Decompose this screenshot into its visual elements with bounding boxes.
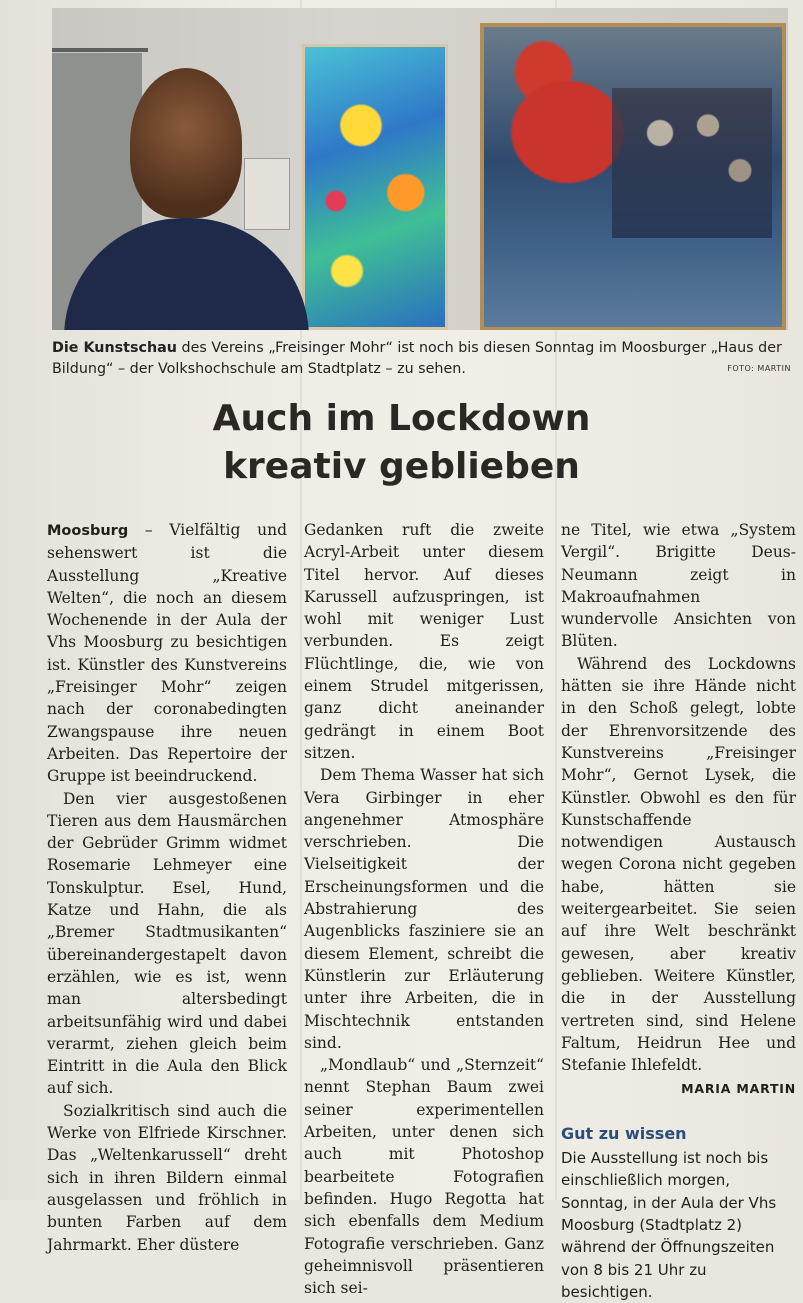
- photo-notice-sheet: [244, 158, 290, 230]
- article-column-3: [561, 519, 796, 1303]
- article-photo: [52, 8, 788, 330]
- paragraph: Dem Thema Wasser hat sich Vera Girbinger in eher angenehmer Atmosphäre verschrieben. Die Vielseitigkeit der Erscheinungsformen und die Abstrahierung des Augenblicks fasziniere sie an diesem Element, schreibt die Künstlerin zur Erläuterung unter ihre Arbeiten, die in Mischtechnik entstanden sind.: [304, 766, 544, 1052]
- photo-credit: FOTO: MARTIN: [727, 364, 791, 373]
- article-column-1: [47, 519, 287, 1256]
- photo-visitor-head: [130, 68, 242, 218]
- caption-text: des Vereins „Freisinger Mohr“ ist noch bis diesen Sonntag im Moosburger „Haus der Bildung“ – der Volkshochschule am Stadtplatz – zu sehen.: [52, 340, 782, 377]
- infobox-title: Gut zu wissen: [561, 1123, 687, 1143]
- photo-door-frame: [52, 48, 148, 52]
- headline-line-2: kreativ geblieben: [223, 446, 580, 487]
- paragraph: Gedanken ruft die zweite Acryl-Arbeit unter diesem Titel hervor. Auf dieses Karussell aufzuspringen, ist wohl mit weniger Lust verbunden. Es zeigt Flüchtlinge, die, wie von einem Strudel mitgerissen, ganz dicht aneinander gedrängt in einem Boot sitzen.: [304, 521, 544, 762]
- paragraph: Sozialkritisch sind auch die Werke von Elfriede Kirschner. Das „Weltenkarussell“ dreht sich in ihren Bildern einmal ausgelassen und fröhlich in bunten Farben auf dem Jahrmarkt. Eher düstere: [47, 1101, 287, 1254]
- photo-caption: [52, 338, 792, 380]
- paragraph: [47, 519, 287, 788]
- dateline: Moosburg: [47, 523, 129, 539]
- paragraph: „Mondlaub“ und „Sternzeit“ nennt Stephan Baum zwei seiner experimentellen Arbeiten, unter denen sich auch mit Photoshop bearbeitete Fotografien befinden. Hugo Regotta hat sich ebenfalls dem Medium Fotografie verschrieben. Ganz geheimnisvoll präsentieren sich sei-: [304, 1056, 544, 1298]
- article-column-2: [304, 519, 544, 1299]
- paragraph: ne Titel, wie etwa „System Vergil“. Brigitte Deus-Neumann zeigt in Makroaufnahmen wundervolle Ansichten von Blüten.: [561, 521, 796, 651]
- photo-painting-crowd: [612, 88, 772, 238]
- paragraph: Den vier ausgestoßenen Tieren aus dem Hausmärchen der Gebrüder Grimm widmet Rosemarie Lehmeyer eine Tonskulptur. Esel, Hund, Katze und Hahn, die als „Bremer Stadtmusikanten“ übereinandergestapelt davon erzählen, wie es ist, wenn man altersbedingt arbeitsunfähig wird und dabei verarmt, ziehen gleich beim Eintritt in die Aula den Blick auf sich.: [47, 789, 287, 1098]
- paragraph: Während des Lockdowns hätten sie ihre Hände nicht in den Schoß gelegt, lobte der Ehrenvorsitzende des Kunstvereins „Freisinger Mohr“, Gernot Lysek, die Künstler. Obwohl es den für Kunstschaffende notwendigen Austausch wegen Corona nicht gegeben habe, hätten sie weitergearbeitet. Sie seien auf ihre Welt beschränkt gewesen, aber kreativ geblieben. Weitere Künstler, die in der Ausstellung vertreten sind, sind Helene Faltum, Heidrun Hee und Stefanie Ihlefeldt.: [561, 654, 796, 1075]
- infobox-text: Die Ausstellung ist noch bis einschließlich morgen, Sonntag, in der Aula der Vhs Moosburg (Stadtplatz 2) während der Öffnungszeiten von 8 bis 21 Uhr zu besichtigen.: [561, 1149, 777, 1301]
- headline: [0, 395, 803, 491]
- paragraph-text: – Vielfältig und sehenswert ist die Ausstellung „Kreative Welten“, die noch an diesem Wochenende in der Aula der Vhs Moosburg zu besichtigen ist. Künstler des Kunstvereins „Freisinger Mohr“ zeigen nach der coronabedingten Zwangspause ihre neuen Arbeiten. Das Repertoire der Gruppe ist beeindruckend.: [47, 521, 287, 786]
- author-byline: MARIA MARTIN: [681, 1081, 796, 1097]
- headline-line-1: Auch im Lockdown: [212, 398, 591, 439]
- photo-painting-abstract: [302, 44, 448, 330]
- caption-lead: Die Kunstschau: [52, 340, 177, 356]
